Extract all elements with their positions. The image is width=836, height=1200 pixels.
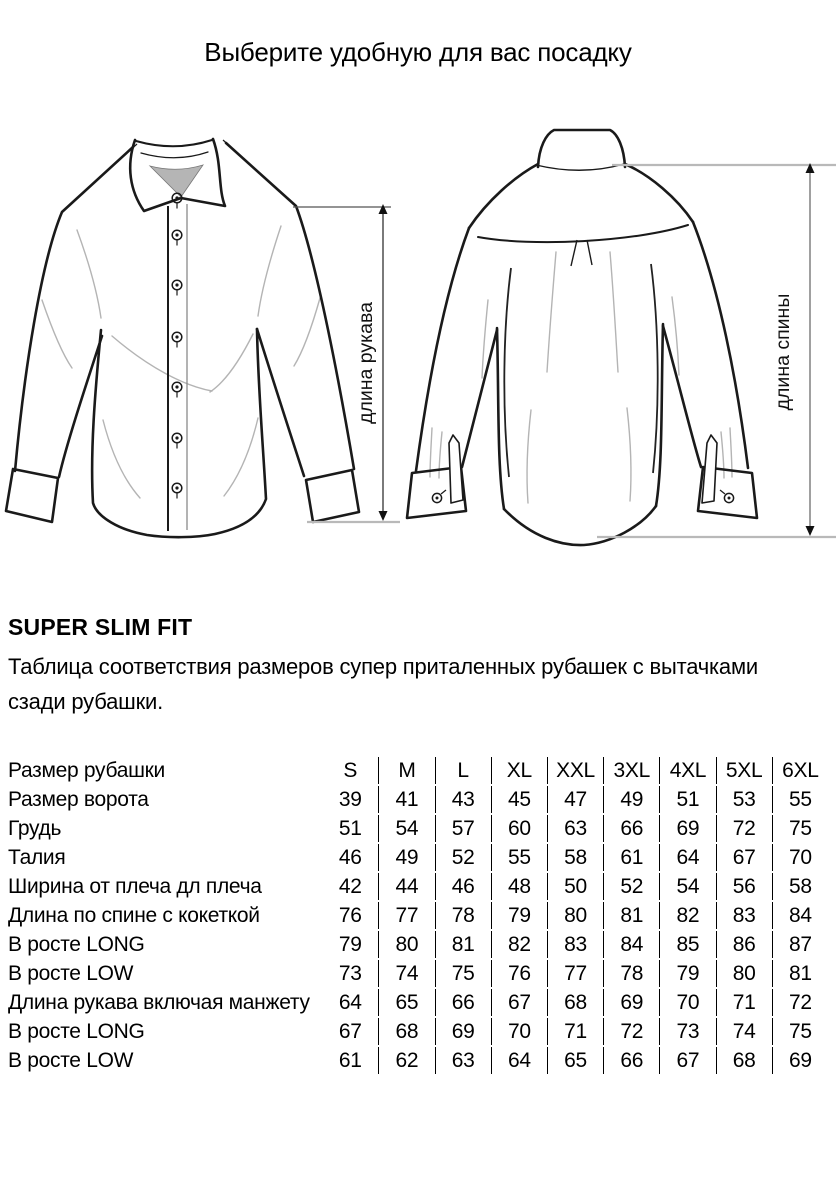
value-cell: 67	[659, 1047, 715, 1074]
value-cell: 69	[435, 1018, 491, 1045]
size-table-row	[8, 902, 828, 929]
value-cell: 83	[716, 902, 772, 929]
back-cuff-plackets	[449, 435, 717, 503]
value-cell: 48	[491, 873, 547, 900]
size-header-cell: 4XL	[659, 757, 715, 784]
size-table-row	[8, 931, 828, 958]
value-cell: 68	[716, 1047, 772, 1074]
size-header-cell: 5XL	[716, 757, 772, 784]
value-cell: 75	[772, 815, 828, 842]
size-header-cell: XXL	[547, 757, 603, 784]
value-cell: 54	[378, 815, 434, 842]
row-label: Размер рубашки	[8, 759, 165, 782]
value-cell: 62	[378, 1047, 434, 1074]
row-label: Длина рукава включая манжету	[8, 991, 310, 1014]
value-cell: 83	[547, 931, 603, 958]
value-cell: 63	[435, 1047, 491, 1074]
value-cell: 64	[338, 991, 362, 1014]
back-cuff-buttons	[432, 490, 733, 503]
value-cell: 67	[491, 989, 547, 1016]
value-cell: 52	[603, 873, 659, 900]
size-table-row	[8, 786, 828, 813]
value-cell: 49	[378, 844, 434, 871]
size-table-row	[8, 844, 828, 871]
value-cell: 80	[716, 960, 772, 987]
value-cell: 71	[716, 989, 772, 1016]
shirt-measurement-diagram	[0, 100, 836, 600]
value-cell: 76	[491, 960, 547, 987]
value-cell: 70	[491, 1018, 547, 1045]
value-cell: 76	[338, 904, 362, 927]
value-cell: 69	[659, 815, 715, 842]
row-label: Длина по спине с кокеткой	[8, 904, 260, 927]
value-cell: 46	[435, 873, 491, 900]
row-label: В росте LONG	[8, 1020, 145, 1043]
size-table-row	[8, 960, 828, 987]
shirt-back-illustration	[407, 130, 757, 545]
value-cell: 45	[491, 786, 547, 813]
value-cell: 70	[772, 844, 828, 871]
value-cell: 86	[716, 931, 772, 958]
fit-heading: SUPER SLIM FIT	[8, 614, 193, 640]
value-cell: 81	[772, 960, 828, 987]
value-cell: 87	[772, 931, 828, 958]
value-cell: 47	[547, 786, 603, 813]
size-header-cell: 3XL	[603, 757, 659, 784]
value-cell: 85	[659, 931, 715, 958]
value-cell: 81	[435, 931, 491, 958]
value-cell: 65	[547, 1047, 603, 1074]
value-cell: 52	[435, 844, 491, 871]
row-label: В росте LOW	[8, 962, 134, 985]
value-cell: 43	[435, 786, 491, 813]
size-header-cell: M	[378, 757, 434, 784]
value-cell: 81	[603, 902, 659, 929]
value-cell: 61	[338, 1049, 362, 1072]
value-cell: 44	[378, 873, 434, 900]
value-cell: 57	[435, 815, 491, 842]
row-label: Талия	[8, 846, 66, 869]
value-cell: 64	[659, 844, 715, 871]
value-cell: 79	[491, 902, 547, 929]
size-table-row	[8, 1018, 828, 1045]
value-cell: 66	[603, 1047, 659, 1074]
value-cell: 69	[603, 989, 659, 1016]
fit-description	[8, 649, 836, 719]
value-cell: 41	[378, 786, 434, 813]
value-cell: 80	[378, 931, 434, 958]
value-cell: 66	[435, 989, 491, 1016]
value-cell: 82	[491, 931, 547, 958]
value-cell: 79	[338, 933, 362, 956]
value-cell: 73	[659, 1018, 715, 1045]
row-label: В росте LOW	[8, 1049, 134, 1072]
value-cell: 64	[491, 1047, 547, 1074]
value-cell: 65	[378, 989, 434, 1016]
size-table-body	[8, 757, 828, 1074]
collar-inner-shadow	[150, 165, 203, 197]
value-cell: 51	[659, 786, 715, 813]
value-cell: 58	[772, 873, 828, 900]
value-cell: 70	[659, 989, 715, 1016]
value-cell: 74	[716, 1018, 772, 1045]
value-cell: 63	[547, 815, 603, 842]
size-header-cell: 6XL	[772, 757, 828, 784]
back-length-dimension	[597, 163, 836, 537]
value-cell: 77	[547, 960, 603, 987]
front-buttons	[172, 193, 182, 498]
size-table	[8, 755, 828, 1076]
value-cell: 78	[603, 960, 659, 987]
size-header-cell: L	[435, 757, 491, 784]
value-cell: 51	[338, 817, 362, 840]
sleeve-length-label: длина рукава	[355, 302, 377, 424]
fit-description-line1: Таблица соответствия размеров супер приталенных рубашек с вытачками	[8, 654, 758, 679]
value-cell: 54	[659, 873, 715, 900]
value-cell: 55	[772, 786, 828, 813]
value-cell: 58	[547, 844, 603, 871]
fit-description-section	[8, 614, 836, 719]
value-cell: 42	[338, 875, 362, 898]
value-cell: 72	[772, 989, 828, 1016]
value-cell: 56	[716, 873, 772, 900]
value-cell: 72	[716, 815, 772, 842]
page-title: Выберите удобную для вас посадку	[204, 37, 632, 67]
size-table-row	[8, 815, 828, 842]
value-cell: 75	[772, 1018, 828, 1045]
value-cell: 67	[338, 1020, 362, 1043]
size-table-header-row	[8, 757, 828, 784]
value-cell: 53	[716, 786, 772, 813]
value-cell: 49	[603, 786, 659, 813]
value-cell: 77	[378, 902, 434, 929]
row-label: Ширина от плеча дл плеча	[8, 875, 262, 898]
value-cell: 66	[603, 815, 659, 842]
value-cell: 78	[435, 902, 491, 929]
value-cell: 60	[491, 815, 547, 842]
value-cell: 61	[603, 844, 659, 871]
value-cell: 84	[603, 931, 659, 958]
size-table-row	[8, 873, 828, 900]
value-cell: 67	[716, 844, 772, 871]
value-cell: 73	[338, 962, 362, 985]
value-cell: 55	[491, 844, 547, 871]
size-table-row	[8, 1047, 828, 1074]
value-cell: 50	[547, 873, 603, 900]
row-label: В росте LONG	[8, 933, 145, 956]
value-cell: 46	[338, 846, 362, 869]
size-table-row	[8, 989, 828, 1016]
value-cell: 79	[659, 960, 715, 987]
shirt-front-illustration	[6, 139, 359, 537]
fit-description-line2: сзади рубашки.	[8, 689, 164, 714]
row-label: Грудь	[8, 817, 62, 840]
back-length-label: длина спины	[772, 293, 794, 411]
value-cell: 84	[772, 902, 828, 929]
value-cell: 82	[659, 902, 715, 929]
value-cell: 69	[772, 1047, 828, 1074]
value-cell: 39	[338, 788, 362, 811]
size-header-cell: XL	[491, 757, 547, 784]
value-cell: 74	[378, 960, 434, 987]
row-label: Размер ворота	[8, 788, 149, 811]
size-header-cell: S	[343, 759, 358, 782]
value-cell: 80	[547, 902, 603, 929]
value-cell: 68	[547, 989, 603, 1016]
value-cell: 68	[378, 1018, 434, 1045]
value-cell: 72	[603, 1018, 659, 1045]
value-cell: 75	[435, 960, 491, 987]
front-placket	[168, 204, 187, 531]
value-cell: 71	[547, 1018, 603, 1045]
